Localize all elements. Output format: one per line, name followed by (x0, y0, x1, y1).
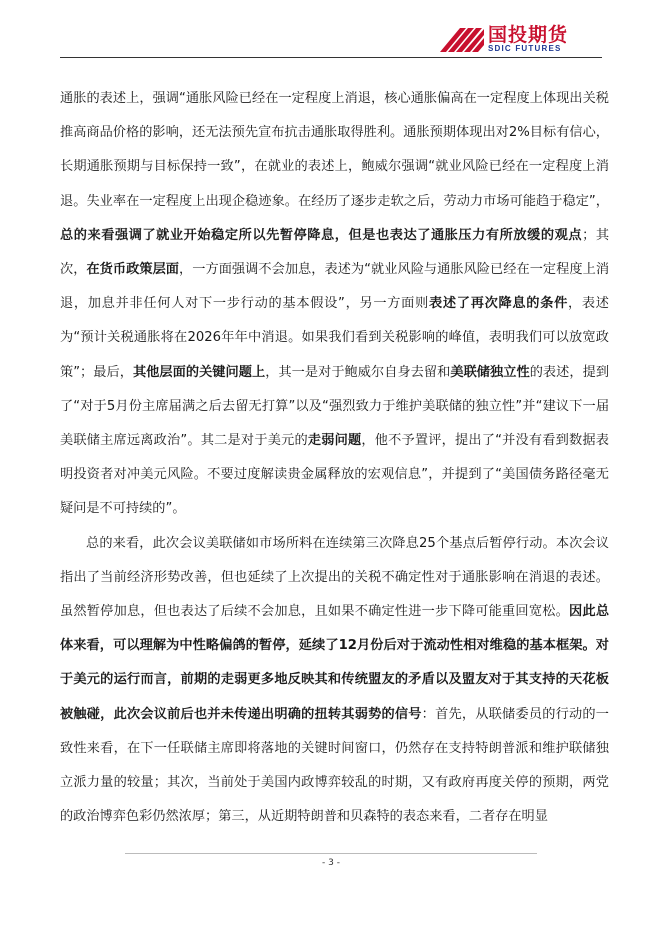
text-segment: ，一方面强调不会加息，表述为“就业风险与通胀风险已经在一定程度上消退，加息并非任何人对下一步行动的基本假设”，另一方面则 (60, 262, 610, 312)
logo-english-text: SDIC FUTURES (488, 44, 562, 53)
page-number: - 3 - (322, 858, 340, 868)
header-divider (60, 57, 602, 58)
bold-text-segment: 美联储独立性 (450, 364, 530, 380)
text-segment: ，其一是对于鲍威尔自身去留和 (265, 364, 451, 380)
bold-text-segment: 在货币政策层面 (86, 262, 180, 278)
footer-divider (125, 853, 537, 854)
sdic-logo-icon (440, 22, 484, 54)
text-segment: ，表述为“预计关税通胀将在2026年年中消退。如果我们看到关税影响的峰值，表明我们可以放宽政策”；最后， (60, 296, 609, 380)
bold-text-segment: 表述了再次降息的条件 (428, 296, 568, 312)
logo-chinese-text: 国投期货 (488, 24, 569, 46)
paragraph-2 (60, 527, 609, 835)
bold-text-segment: 其他层面的关键问题上 (132, 364, 266, 380)
text-segment: 的表述，提到了“对于5月份主席届满之后去留无打算”以及“强烈致力于维护美联储的独立性”并“建议下一届美联储主席远离政治”。其二是对于美元的 (60, 364, 610, 449)
bold-text-segment: 因此总体来看，可以理解为中性略偏鸽的暂停，延续了12月份后对于流动性相对维稳的基本框架。对于美元的运行而言，前期的走弱更多地反映其和传统盟友的矛盾以及盟友对于其支持的天花板被触碰，此次会议前后也并未传递出明确的扭转其弱势的信号 (60, 604, 610, 722)
company-logo (440, 20, 600, 56)
bold-text-segment: 总的来看强调了就业开始稳定所以先暂停降息，但是也表达了通胀压力有所放缓的观点 (60, 227, 583, 243)
text-segment: 通胀的表述上，强调“通胀风险已经在一定程度上消退，核心通胀偏高在一定程度上体现出关税推高商品价格的影响，还无法预先宣布抗击通胀取得胜利。通胀预期体现出对2%目标有信心，长期通胀预期与目标保持一致”，在就业的表述上，鲍威尔强调“就业风险已经在一定程度上消退。失业率在一定程度上出现企稳迹象。在经历了逐步走软之后，劳动力市场可能趋于稳定”， (60, 91, 609, 209)
page-header (60, 20, 602, 60)
text-segment: ，他不予置评，提出了“并没有看到数据表明投资者对冲美元风险。不要过度解读贵金属释放的宏观信息”，并提到了“美国债务路径毫无疑问是不可持续的”。 (60, 433, 609, 517)
bold-text-segment: 走弱问题 (307, 433, 362, 449)
text-segment: 总的来看，此次会议美联储如市场所料在连续第三次降息25个基点后暂停行动。本次会议指出了当前经济形势改善，但也延续了上次提出的关税不确定性对于通胀影响在消退的表述。虽然暂停加息，但也表达了后续不会加息，且如果不确定性进一步下降可能重回宽松。 (60, 535, 609, 620)
text-segment: ：首先，从联储委员的行动的一致性来看，在下一任联储主席即将落地的关键时间窗口，仍然存在支持特朗普派和维护联储独立派力量的较量；其次，当前处于美国内政博弈较乱的时期，又有政府再度关停的预期，两党的政治博弈色彩仍然浓厚；第三，从近期特朗普和贝森特的表态来看，二者存在明显 (60, 706, 609, 825)
document-body (60, 82, 609, 834)
text-segment: ；其次， (60, 227, 610, 278)
paragraph-1 (60, 82, 609, 527)
